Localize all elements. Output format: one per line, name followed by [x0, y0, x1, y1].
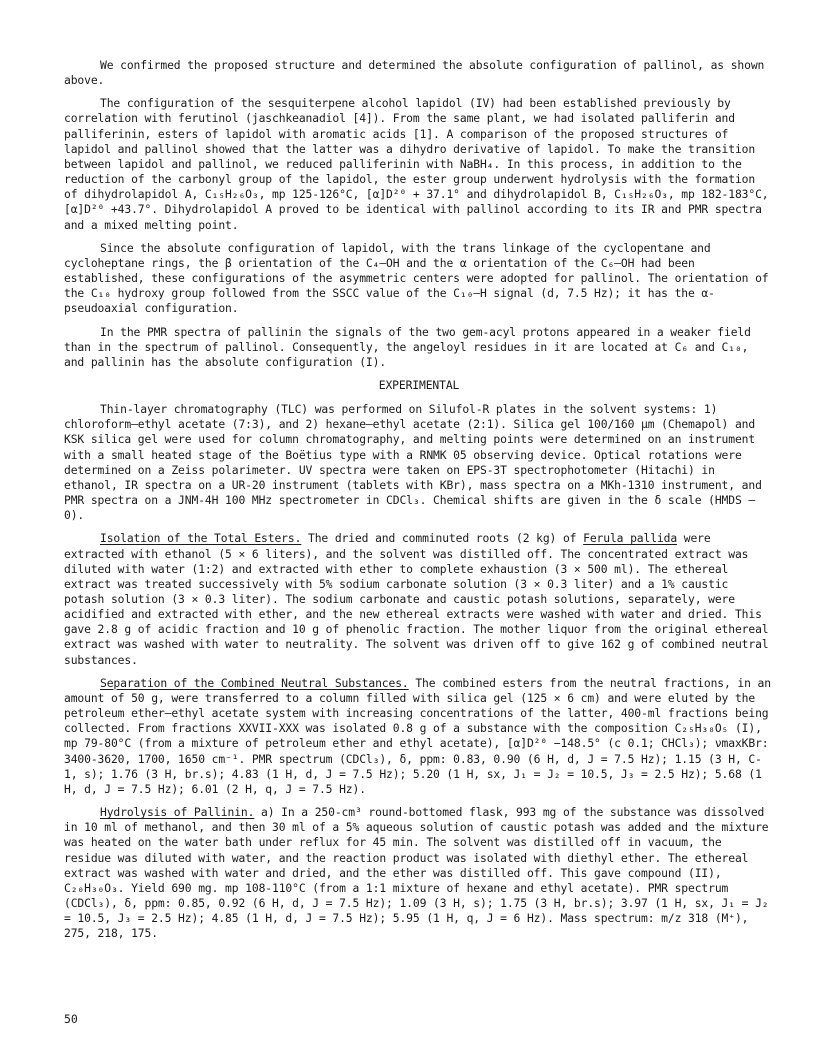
separation-section [64, 676, 774, 797]
paragraph-4 [64, 325, 774, 370]
isolation-section [64, 531, 774, 667]
isolation-section-title: Isolation of the Total Esters. [100, 531, 302, 546]
separation-text: The combined esters from the neutral fractions, in an amount of 50 g, were transferred to a column filled with silica gel (125 × 6 cm) and were eluted by the petroleum ether—ethyl acetate system with increasing concentrations of the latter, 400-ml fractions being collected. From fractions XXVII-XXX was isolated 0.8 g of a substance with the composition C₂₅H₃₈O₅ (I), mp 79-80°C (from a mixture of petroleum ether and ethyl acetate), [α]D²⁰ −148.5° (c 0.1; CHCl₃); νmaxKBr: 3400-3620, 1700, 1650 cm⁻¹. PMR spectrum (CDCl₃), δ, ppm: 0.83, 0.90 (6 H, d, J = 7.5 Hz); 1.15 (3 H, C-1, s); 1.76 (3 H, br.s); 4.83 (1 H, d, J = 7.5 Hz); 5.20 (1 H, sx, J₁ = J₂ = 10.5, J₃ = 2.5 Hz); 5.68 (1 H, d, J = 7.5 Hz); 6.01 (2 H, q, J = 7.5 Hz). [64, 675, 771, 796]
methods-text: Thin-layer chromatography (TLC) was performed on Silufol-R plates in the solvent systems: 1) chloroform—ethyl acetate (7:3), and 2) hexane—ethyl acetate (2:1). Silica gel 100/160 μm (Chemapol) and KSK silica gel were used for column chromatography, and melting points were determined on an instrument with a small heated stage of the Boëtius type with a RNMK 05 observing device. Optical rotations were determined on a Zeiss polarimeter. UV spectra were taken on EPS-3T spectrophotometer (Hitachi) in ethanol, IR spectra on a UR-20 instrument (tablets with KBr), mass spectra on a MKh-1310 instrument, and PMR spectra on a JNM-4H 100 MHz spectrometer in CDCl₃. Chemical shifts are given in the δ scale (HMDS — 0). [64, 402, 762, 523]
isolation-text-b: were extracted with ethanol (5 × 6 liters), and the solvent was distilled off. The concentrated extract was diluted with water (1:2) and extracted with ether to complete exhaustion (3 × 500 ml). The ethereal extract was treated successively with 5% sodium carbonate solution (3 × 0.3 liter) and a 1% caustic potash solution (3 × 0.3 liter). The sodium carbonate and caustic potash solutions, separately, were acidified and extracted with ether, and the new ethereal extracts were washed with water and dried. This gave 2.8 g of acidic fraction and 10 g of phenolic fraction. The mother liquor from the original ethereal extract was washed with water to neutrality. The solvent was driven off to give 162 g of combined neutral substances. [64, 531, 769, 667]
document-page [64, 58, 774, 949]
paragraph-1 [64, 58, 774, 88]
paragraph-1-text: We confirmed the proposed structure and determined the absolute configuration of pallinol, as shown above. [64, 58, 765, 88]
paragraph-3-text: Since the absolute configuration of lapidol, with the trans linkage of the cyclopentane and cycloheptane rings, the β orientation of the C₄—OH and the α orientation of the C₆—OH had been established, these configurations of the asymmetric centers were adopted for pallinol. The orientation of the C₁₀ hydroxy group followed from the SSCC value of the C₁₀—H signal (d, 7.5 Hz); it has the α-pseudoaxial configuration. [64, 240, 769, 316]
hydrolysis-text: a) In a 250-cm³ round-bottomed flask, 993 mg of the substance was dissolved in 10 ml of methanol, and then 30 ml of a 5% aqueous solution of caustic potash was added and the mixture was heated on the water bath under reflux for 45 min. The solvent was distilled off in vacuum, the residue was diluted with water, and the reaction product was isolated with diethyl ether. The ethereal extract was washed with water and dried, and the ether was distilled off. This gave compound (II), C₂₀H₃₀O₃. Yield 690 mg. mp 108-110°C (from a 1:1 mixture of hexane and ethyl acetate). PMR spectrum (CDCl₃), δ, ppm: 0.85, 0.92 (6 H, d, J = 7.5 Hz); 1.09 (3 H, s); 1.75 (3 H, br.s); 3.97 (1 H, sx, J₁ = J₂ = 10.5, J₃ = 2.5 Hz); 4.85 (1 H, d, J = 7.5 Hz); 5.95 (1 H, q, J = 6 Hz). Mass spectrum: m/z 318 (M⁺), 275, 218, 175. [64, 805, 769, 941]
isolation-text-a: The dried and comminuted roots (2 kg) of [301, 531, 584, 546]
paragraph-2 [64, 96, 774, 232]
species-name: Ferula pallida [583, 531, 678, 546]
experimental-methods-paragraph [64, 402, 774, 523]
paragraph-4-text: In the PMR spectra of pallinin the signals of the two gem-acyl protons appeared in a weaker field than in the spectrum of pallinol. Consequently, the angeloyl residues in it are located at C₆ and C₁₀, and pallinin has the absolute configuration (I). [64, 324, 751, 369]
hydrolysis-section [64, 805, 774, 941]
paragraph-3 [64, 241, 774, 317]
separation-section-title: Separation of the Combined Neutral Substances. [100, 675, 409, 690]
experimental-heading: EXPERIMENTAL [378, 377, 460, 392]
paragraph-2-text: The configuration of the sesquiterpene alcohol lapidol (IV) had been established previously by correlation with ferutinol (jaschkeanadiol [4]). From the same plant, we had isolated palliferin and palliferinin, esters of lapidol with aromatic acids [1]. A comparison of the proposed structures of lapidol and pallinol showed that the latter was a dihydro derivative of lapidol. To make the transition between lapidol and pallinol, we reduced palliferinin with NaBH₄. In this process, in addition to the reduction of the carbonyl group of the lapidol, the ester group underwent hydrolysis with the formation of dihydrolapidol A, C₁₅H₂₆O₃, mp 125-126°C, [α]D²⁰ + 37.1° and dihydrolapidol B, C₁₅H₂₆O₃, mp 182-183°C, [α]D²⁰ +43.7°. Dihydrolapidol A proved to be identical with pallinol according to its IR and PMR spectra and a mixed melting point. [64, 96, 769, 232]
page-number: 50 [64, 1012, 78, 1026]
hydrolysis-section-title: Hydrolysis of Pallinin. [100, 805, 255, 820]
